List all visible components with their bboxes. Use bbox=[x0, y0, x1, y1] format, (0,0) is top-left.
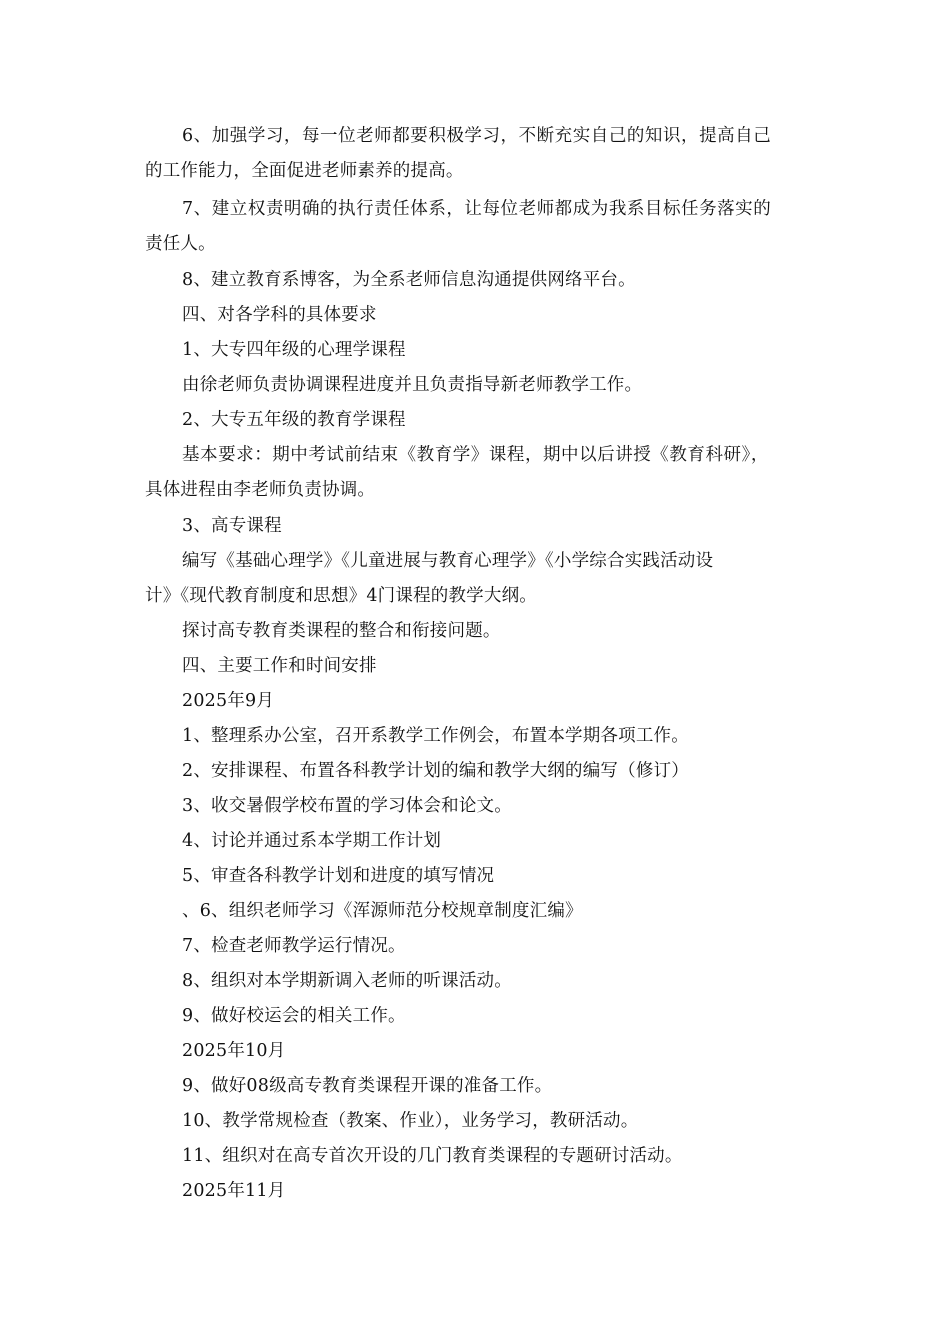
september-item-5: 5、审查各科教学计划和进度的填写情况 bbox=[182, 866, 495, 886]
september-item-8: 8、组织对本学期新调入老师的听课活动。 bbox=[182, 971, 512, 991]
paragraph-7-line-1: 7、建立权责明确的执行责任体系，让每位老师都成为我系目标任务落实的 bbox=[182, 199, 772, 219]
section-heading-subject-requirements: 四、对各学科的具体要求 bbox=[182, 305, 377, 325]
psychology-course-detail: 由徐老师负责协调课程进度并且负责指导新老师教学工作。 bbox=[182, 375, 643, 395]
item-college-course: 3、高专课程 bbox=[182, 516, 282, 536]
september-item-3: 3、收交暑假学校布置的学习体会和论文。 bbox=[182, 796, 512, 816]
september-item-1: 1、整理系办公室，召开系教学工作例会，布置本学期各项工作。 bbox=[182, 726, 689, 746]
paragraph-8: 8、建立教育系博客，为全系老师信息沟通提供网络平台。 bbox=[182, 270, 636, 290]
paragraph-6-line-1: 6、加强学习，每一位老师都要积极学习，不断充实自己的知识，提高自己 bbox=[182, 126, 772, 146]
college-course-syllabus-line-2: 计》《现代教育制度和思想》4门课程的教学大纲。 bbox=[145, 586, 537, 606]
september-item-4: 4、讨论并通过系本学期工作计划 bbox=[182, 831, 442, 851]
pedagogy-requirements-line-2: 具体进程由李老师负责协调。 bbox=[145, 480, 376, 500]
pedagogy-requirements-line-1: 基本要求：期中考试前结束《教育学》课程，期中以后讲授《教育科研》， bbox=[182, 445, 769, 465]
college-course-syllabus-line-1: 编写《基础心理学》《儿童进展与教育心理学》《小学综合实践活动设 bbox=[182, 551, 714, 571]
october-item-10: 10、教学常规检查（教案、作业），业务学习，教研活动。 bbox=[182, 1111, 639, 1131]
month-heading-october: 2025年10月 bbox=[182, 1041, 286, 1061]
september-item-6: 、6、组织老师学习《浑源师范分校规章制度汇编》 bbox=[182, 901, 583, 921]
september-item-9: 9、做好校运会的相关工作。 bbox=[182, 1006, 406, 1026]
college-course-integration: 探讨高专教育类课程的整合和衔接问题。 bbox=[182, 621, 501, 641]
october-item-11: 11、组织对在高专首次开设的几门教育类课程的专题研讨活动。 bbox=[182, 1146, 683, 1166]
september-item-2: 2、安排课程、布置各科教学计划的编和教学大纲的编写（修订） bbox=[182, 761, 689, 781]
october-item-9: 9、做好08级高专教育类课程开课的准备工作。 bbox=[182, 1076, 553, 1096]
month-heading-september: 2025年9月 bbox=[182, 691, 275, 711]
item-psychology-course: 1、大专四年级的心理学课程 bbox=[182, 340, 406, 360]
september-item-7: 7、检查老师教学运行情况。 bbox=[182, 936, 406, 956]
item-pedagogy-course: 2、大专五年级的教育学课程 bbox=[182, 410, 406, 430]
month-heading-november: 2025年11月 bbox=[182, 1181, 286, 1201]
paragraph-6-line-2: 的工作能力，全面促进老师素养的提高。 bbox=[145, 161, 464, 181]
section-heading-schedule: 四、主要工作和时间安排 bbox=[182, 656, 377, 676]
paragraph-7-line-2: 责任人。 bbox=[145, 234, 216, 254]
